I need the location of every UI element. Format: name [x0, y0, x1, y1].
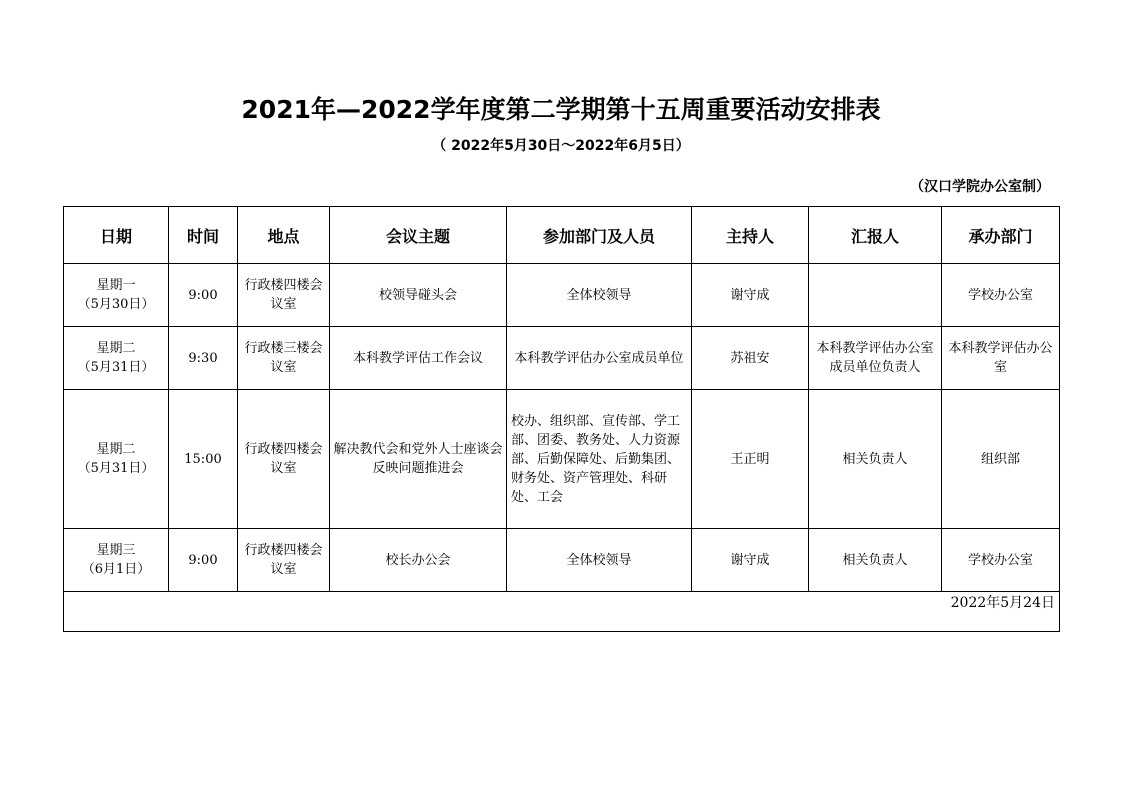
organizer-cell: 学校办公室	[942, 264, 1060, 327]
table-header-row	[64, 207, 1060, 264]
organizer-cell: 组织部	[942, 390, 1060, 529]
reporter-cell: 相关负责人	[809, 390, 942, 529]
host-cell: 谢守成	[692, 264, 809, 327]
calendar-date: （5月31日）	[77, 360, 155, 375]
reporter-cell: 本科教学评估办公室成员单位负责人	[809, 327, 942, 390]
time-cell: 9:30	[169, 327, 238, 390]
participants-cell: 校办、组织部、宣传部、学工部、团委、教务处、人力资源部、后勤保障处、后勤集团、财务处、资产管理处、科研处、工会	[507, 390, 692, 529]
column-header-time: 时间	[169, 207, 238, 264]
topic-cell: 解决教代会和党外人士座谈会反映问题推进会	[330, 390, 507, 529]
time-cell: 9:00	[169, 529, 238, 592]
location-cell: 行政楼四楼会议室	[238, 264, 330, 327]
date-cell	[64, 264, 169, 327]
date-cell	[64, 390, 169, 529]
calendar-date: （5月30日）	[77, 297, 155, 312]
table-row	[64, 327, 1060, 390]
topic-cell: 本科教学评估工作会议	[330, 327, 507, 390]
weekday: 星期二	[96, 442, 136, 457]
column-header-date: 日期	[64, 207, 169, 264]
location-cell: 行政楼四楼会议室	[238, 390, 330, 529]
organizer-cell: 学校办公室	[942, 529, 1060, 592]
topic-cell: 校长办公会	[330, 529, 507, 592]
table-row	[64, 529, 1060, 592]
column-header-location: 地点	[238, 207, 330, 264]
calendar-date: （5月31日）	[77, 461, 155, 476]
column-header-organizer: 承办部门	[942, 207, 1060, 264]
host-cell: 王正明	[692, 390, 809, 529]
time-cell: 15:00	[169, 390, 238, 529]
table-row	[64, 264, 1060, 327]
organizer-cell: 本科教学评估办公室	[942, 327, 1060, 390]
weekday: 星期二	[96, 341, 136, 356]
reporter-cell: 相关负责人	[809, 529, 942, 592]
participants-cell: 全体校领导	[507, 529, 692, 592]
weekday: 星期三	[96, 543, 136, 558]
time-cell: 9:00	[169, 264, 238, 327]
location-cell: 行政楼四楼会议室	[238, 529, 330, 592]
date-range-subtitle: （ 2022年5月30日～2022年6月5日）	[432, 138, 690, 154]
date-cell	[64, 529, 169, 592]
location-cell: 行政楼三楼会议室	[238, 327, 330, 390]
schedule-table	[63, 206, 1060, 632]
weekday: 星期一	[96, 278, 136, 293]
page-title: 2021年—2022学年度第二学期第十五周重要活动安排表	[241, 95, 881, 124]
host-cell: 谢守成	[692, 529, 809, 592]
topic-cell: 校领导碰头会	[330, 264, 507, 327]
date-cell	[64, 327, 169, 390]
issuing-office: （汉口学院办公室制）	[910, 179, 1050, 195]
column-header-participants: 参加部门及人员	[507, 207, 692, 264]
column-header-reporter: 汇报人	[809, 207, 942, 264]
column-header-host: 主持人	[692, 207, 809, 264]
column-header-topic: 会议主题	[330, 207, 507, 264]
table-footer-row	[64, 592, 1060, 632]
reporter-cell	[809, 264, 942, 327]
table-row	[64, 390, 1060, 529]
calendar-date: （6月1日）	[81, 562, 151, 577]
participants-cell: 全体校领导	[507, 264, 692, 327]
issue-date: 2022年5月24日	[64, 592, 1060, 632]
participants-cell: 本科教学评估办公室成员单位	[507, 327, 692, 390]
host-cell: 苏祖安	[692, 327, 809, 390]
